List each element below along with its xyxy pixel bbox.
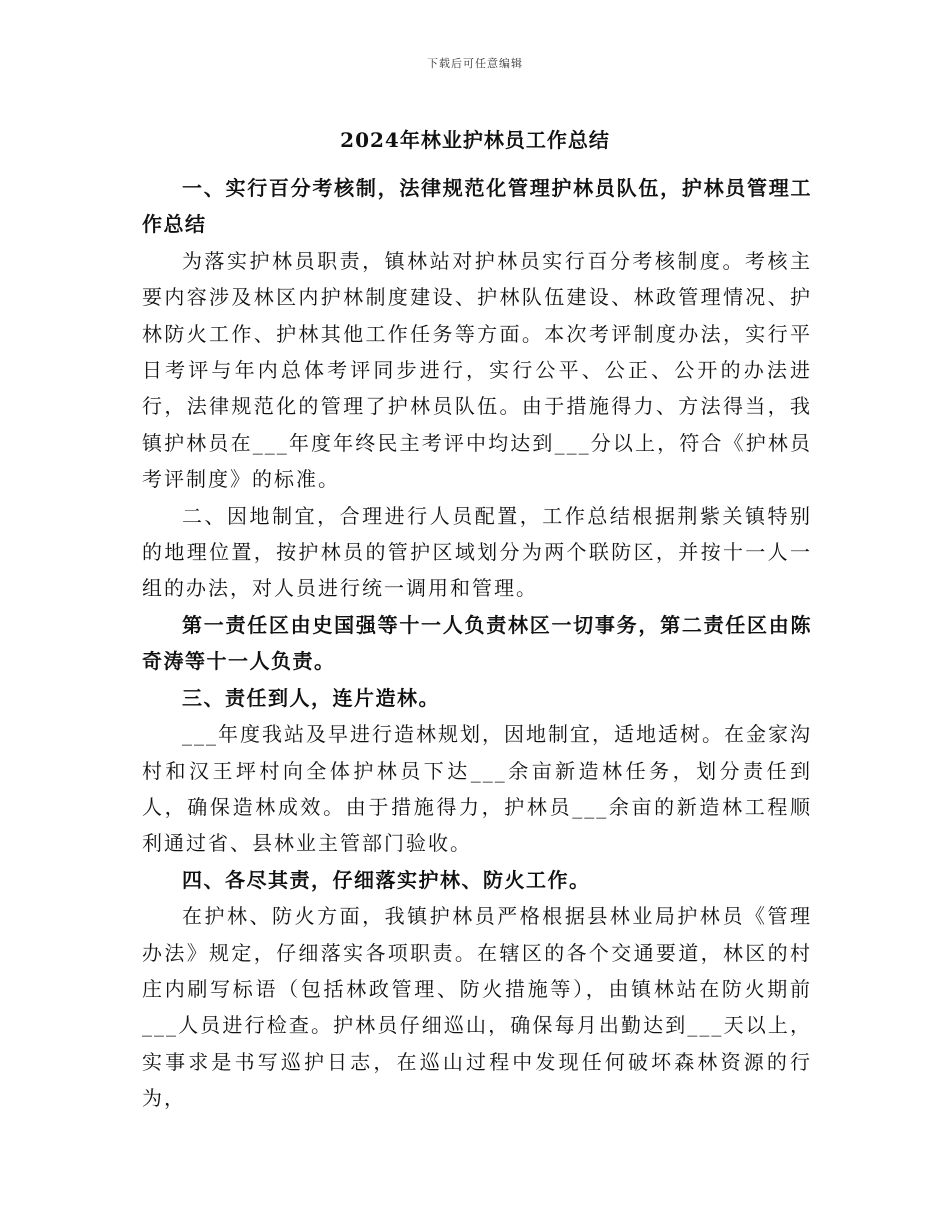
header-note: 下载后可任意编辑 [427, 57, 523, 70]
document-title: 2024年林业护林员工作总结 [340, 128, 610, 152]
body-paragraph: 为落实护林员职责，镇林站对护林员实行百分考核制度。考核主要内容涉及林区内护林制度建设、护林队伍建设、林政管理情况、护林防火工作、护林其他工作任务等方面。本次考评制度办法，实行平日考评与年内总体考评同步进行，实行公平、公正、公开的办法进行，法律规范化的管理了护林员队伍。由于措施得力、方法得当，我镇护林员在___年度年终民主考评中均达到___分以上，符合《护林员考评制度》的标准。 [142, 248, 812, 492]
body-paragraph: 在护林、防火方面，我镇护林员严格根据县林业局护林员《管理办法》规定，仔细落实各项职责。在辖区的各个交通要道，林区的村庄内刷写标语（包括林政管理、防火措施等），由镇林站在防火期前___人员进行检查。护林员仔细巡山，确保每月出勤达到___天以上，实事求是书写巡护日志，在巡山过程中发现任何破坏森林资源的行为， [142, 904, 812, 1111]
section-heading-4: 四、各尽其责，仔细落实护林、防火工作。 [182, 867, 591, 892]
body-paragraph-bold: 第一责任区由史国强等十一人负责林区一切事务，第二责任区由陈奇涛等十一人负责。 [142, 612, 812, 674]
section-heading-1: 一、实行百分考核制，法律规范化管理护林员队伍，护林员管理工作总结 [142, 176, 812, 237]
document-body [142, 170, 812, 1117]
body-paragraph: 二、因地制宜，合理进行人员配置，工作总结根据荆紫关镇特别的地理位置，按护林员的管护区域划分为两个联防区，并按十一人一组的办法，对人员进行统一调用和管理。 [142, 503, 812, 601]
body-paragraph: ___年度我站及早进行造林规划，因地制宜，适地适树。在金家沟村和汉王坪村向全体护林员下达___余亩新造林任务，划分责任到人，确保造林成效。由于措施得力，护林员___余亩的新造林工程顺利通过省、县林业主管部门验收。 [142, 722, 812, 856]
section-heading-3: 三、责任到人，连片造林。 [182, 685, 440, 710]
